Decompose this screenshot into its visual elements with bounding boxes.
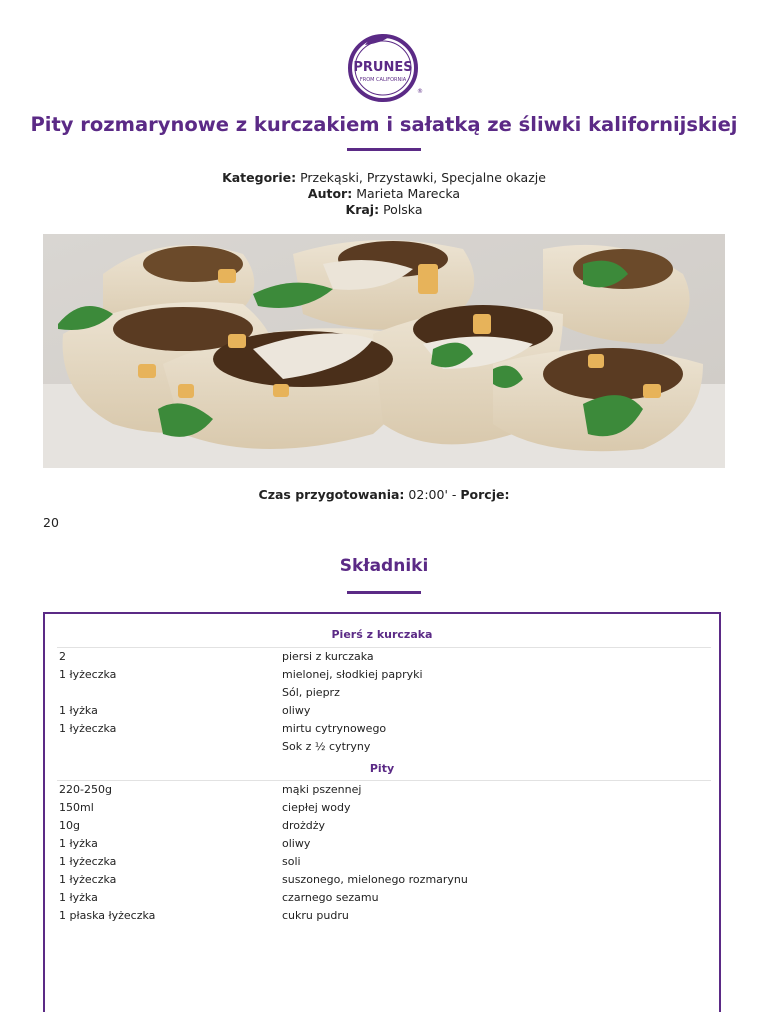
ingredient-row — [59, 781, 709, 799]
ingredient-name: soli — [282, 855, 301, 868]
timing-separator: - — [451, 487, 457, 502]
ingredients-box — [43, 612, 721, 1012]
ingredient-name: oliwy — [282, 837, 311, 850]
ingredient-qty: 2 — [59, 650, 66, 663]
ingredient-qty: 1 łyżka — [59, 704, 98, 717]
recipe-photo — [43, 234, 725, 468]
ingredient-name: ciepłej wody — [282, 801, 351, 814]
ingredient-name: Sól, pieprz — [282, 686, 340, 699]
ingredient-row — [59, 666, 709, 684]
ingredient-row — [59, 835, 709, 853]
author-line — [0, 186, 768, 202]
ingredient-row — [59, 648, 709, 666]
logo-text: PRUNES — [353, 60, 413, 75]
ingredient-name: drożdży — [282, 819, 326, 832]
ingredient-row — [59, 799, 709, 817]
prep-time-label: Czas przygotowania: — [258, 487, 405, 502]
ingredient-qty: 1 łyżeczka — [59, 873, 117, 886]
country-label: Kraj: — [345, 202, 380, 217]
servings-label: Porcje: — [460, 487, 510, 502]
ingredient-row — [59, 853, 709, 871]
ingredients-heading: Składniki — [339, 556, 429, 576]
prunes-logo — [343, 31, 423, 103]
prep-time-value: 02:00' — [408, 487, 448, 502]
prep-time-line — [0, 487, 768, 502]
category-line — [0, 170, 768, 186]
ingredient-row — [59, 684, 709, 702]
logo-subtext: FROM CALIFORNIA — [359, 77, 407, 83]
recipe-title: Pity rozmarynowe z kurczakiem i sałatką ze śliwki kalifornijskiej — [30, 113, 738, 136]
country-value: Polska — [383, 202, 423, 217]
ingredient-name: mirtu cytrynowego — [282, 722, 387, 735]
ingredient-name: cukru pudru — [282, 909, 349, 922]
category-label: Kategorie: — [222, 170, 297, 185]
group-title-chicken: Pierś z kurczaka — [331, 628, 433, 641]
ingredient-qty: 1 łyżeczka — [59, 722, 117, 735]
author-value: Marieta Marecka — [356, 186, 461, 201]
servings-value: 20 — [43, 515, 59, 530]
ingredient-name: piersi z kurczaka — [282, 650, 374, 663]
ingredient-name: Sok z ½ cytryny — [282, 740, 371, 753]
ingredient-name: czarnego sezamu — [282, 891, 379, 904]
ingredient-row — [59, 871, 709, 889]
recipe-meta — [0, 170, 768, 218]
ingredient-name: oliwy — [282, 704, 311, 717]
ingredient-name: suszonego, mielonego rozmarynu — [282, 873, 468, 886]
ingredients-divider — [347, 591, 421, 594]
ingredient-row — [59, 720, 709, 738]
ingredient-qty: 220-250g — [59, 783, 112, 796]
ingredient-qty: 1 łyżka — [59, 891, 98, 904]
ingredient-qty: 10g — [59, 819, 80, 832]
ingredient-row — [59, 817, 709, 835]
country-line — [0, 202, 768, 218]
ingredient-row — [59, 907, 709, 925]
ingredient-row — [59, 702, 709, 720]
ingredient-qty: 1 płaska łyżeczka — [59, 909, 156, 922]
group-title-pita: Pity — [369, 762, 395, 775]
ingredient-row — [59, 889, 709, 907]
author-label: Autor: — [307, 186, 353, 201]
ingredient-row — [59, 738, 709, 756]
ingredient-qty: 1 łyżeczka — [59, 668, 117, 681]
ingredient-qty: 1 łyżeczka — [59, 855, 117, 868]
title-divider — [347, 148, 421, 151]
category-value: Przekąski, Przystawki, Specjalne okazje — [300, 170, 546, 185]
svg-text:®: ® — [417, 88, 423, 95]
ingredient-name: mąki pszennej — [282, 783, 362, 796]
ingredient-qty: 150ml — [59, 801, 94, 814]
ingredient-qty: 1 łyżka — [59, 837, 98, 850]
ingredient-name: mielonej, słodkiej papryki — [282, 668, 423, 681]
